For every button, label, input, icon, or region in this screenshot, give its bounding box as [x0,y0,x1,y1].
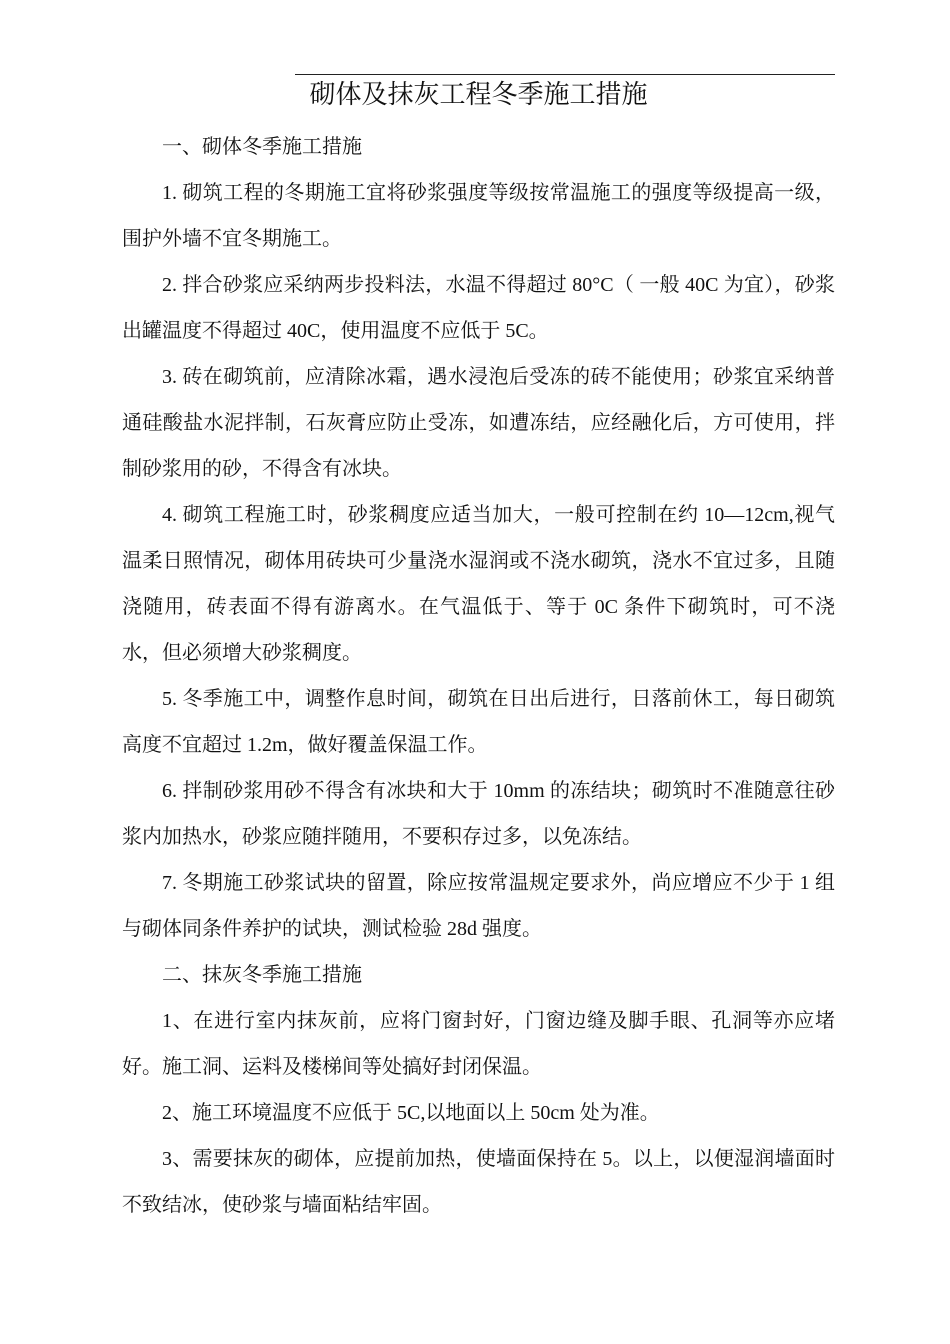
section-heading-masonry: 一、砌体冬季施工措施 [162,136,362,158]
header-rule [295,74,835,75]
masonry-item-2: 2. 拌合砂浆应采纳两步投料法，水温不得超过 80°C（ 一般 40C 为宜），砂浆出罐温度不得超过 40C，使用温度不应低于 5C。 [122,274,835,342]
plastering-item-3: 3、需要抹灰的砌体，应提前加热，使墙面保持在 5。以上，以便湿润墙面时不致结冰，使砂浆与墙面粘结牢固。 [122,1148,835,1216]
document-title: 砌体及抹灰工程冬季施工措施 [309,80,648,109]
masonry-item-1: 1. 砌筑工程的冬期施工宜将砂浆强度等级按常温施工的强度等级提高一级，围护外墙不宜冬期施工。 [122,182,835,250]
masonry-item-4: 4. 砌筑工程施工时，砂浆稠度应适当加大，一般可控制在约 10—12cm,视气温柔日照情况，砌体用砖块可少量浇水湿润或不浇水砌筑，浇水不宜过多，且随浇随用，砖表面不得有游离水。在气温低于、等于 0C 条件下砌筑时，可不浇水，但必须增大砂浆稠度。 [122,504,835,664]
masonry-item-7: 7. 冬期施工砂浆试块的留置，除应按常温规定要求外，尚应增应不少于 1 组与砌体同条件养护的试块，测试检验 28d 强度。 [122,872,835,940]
plastering-item-1: 1、在进行室内抹灰前，应将门窗封好，门窗边缝及脚手眼、孔洞等亦应堵好。施工洞、运料及楼梯间等处搞好封闭保温。 [122,1010,835,1078]
section-heading-plastering: 二、抹灰冬季施工措施 [162,964,362,986]
masonry-item-5: 5. 冬季施工中，调整作息时间，砌筑在日出后进行，日落前休工，每日砌筑高度不宜超过 1.2m，做好覆盖保温工作。 [122,688,835,756]
masonry-item-3: 3. 砖在砌筑前，应清除冰霜，遇水浸泡后受冻的砖不能使用；砂浆宜采纳普通硅酸盐水泥拌制，石灰膏应防止受冻，如遭冻结，应经融化后，方可使用，拌制砂浆用的砂，不得含有冰块。 [122,366,835,480]
document-body [122,124,835,1228]
plastering-item-2: 2、施工环境温度不应低于 5C,以地面以上 50cm 处为准。 [162,1102,660,1124]
masonry-item-6: 6. 拌制砂浆用砂不得含有冰块和大于 10mm 的冻结块；砌筑时不准随意往砂浆内加热水，砂浆应随拌随用，不要积存过多，以免冻结。 [122,780,835,848]
